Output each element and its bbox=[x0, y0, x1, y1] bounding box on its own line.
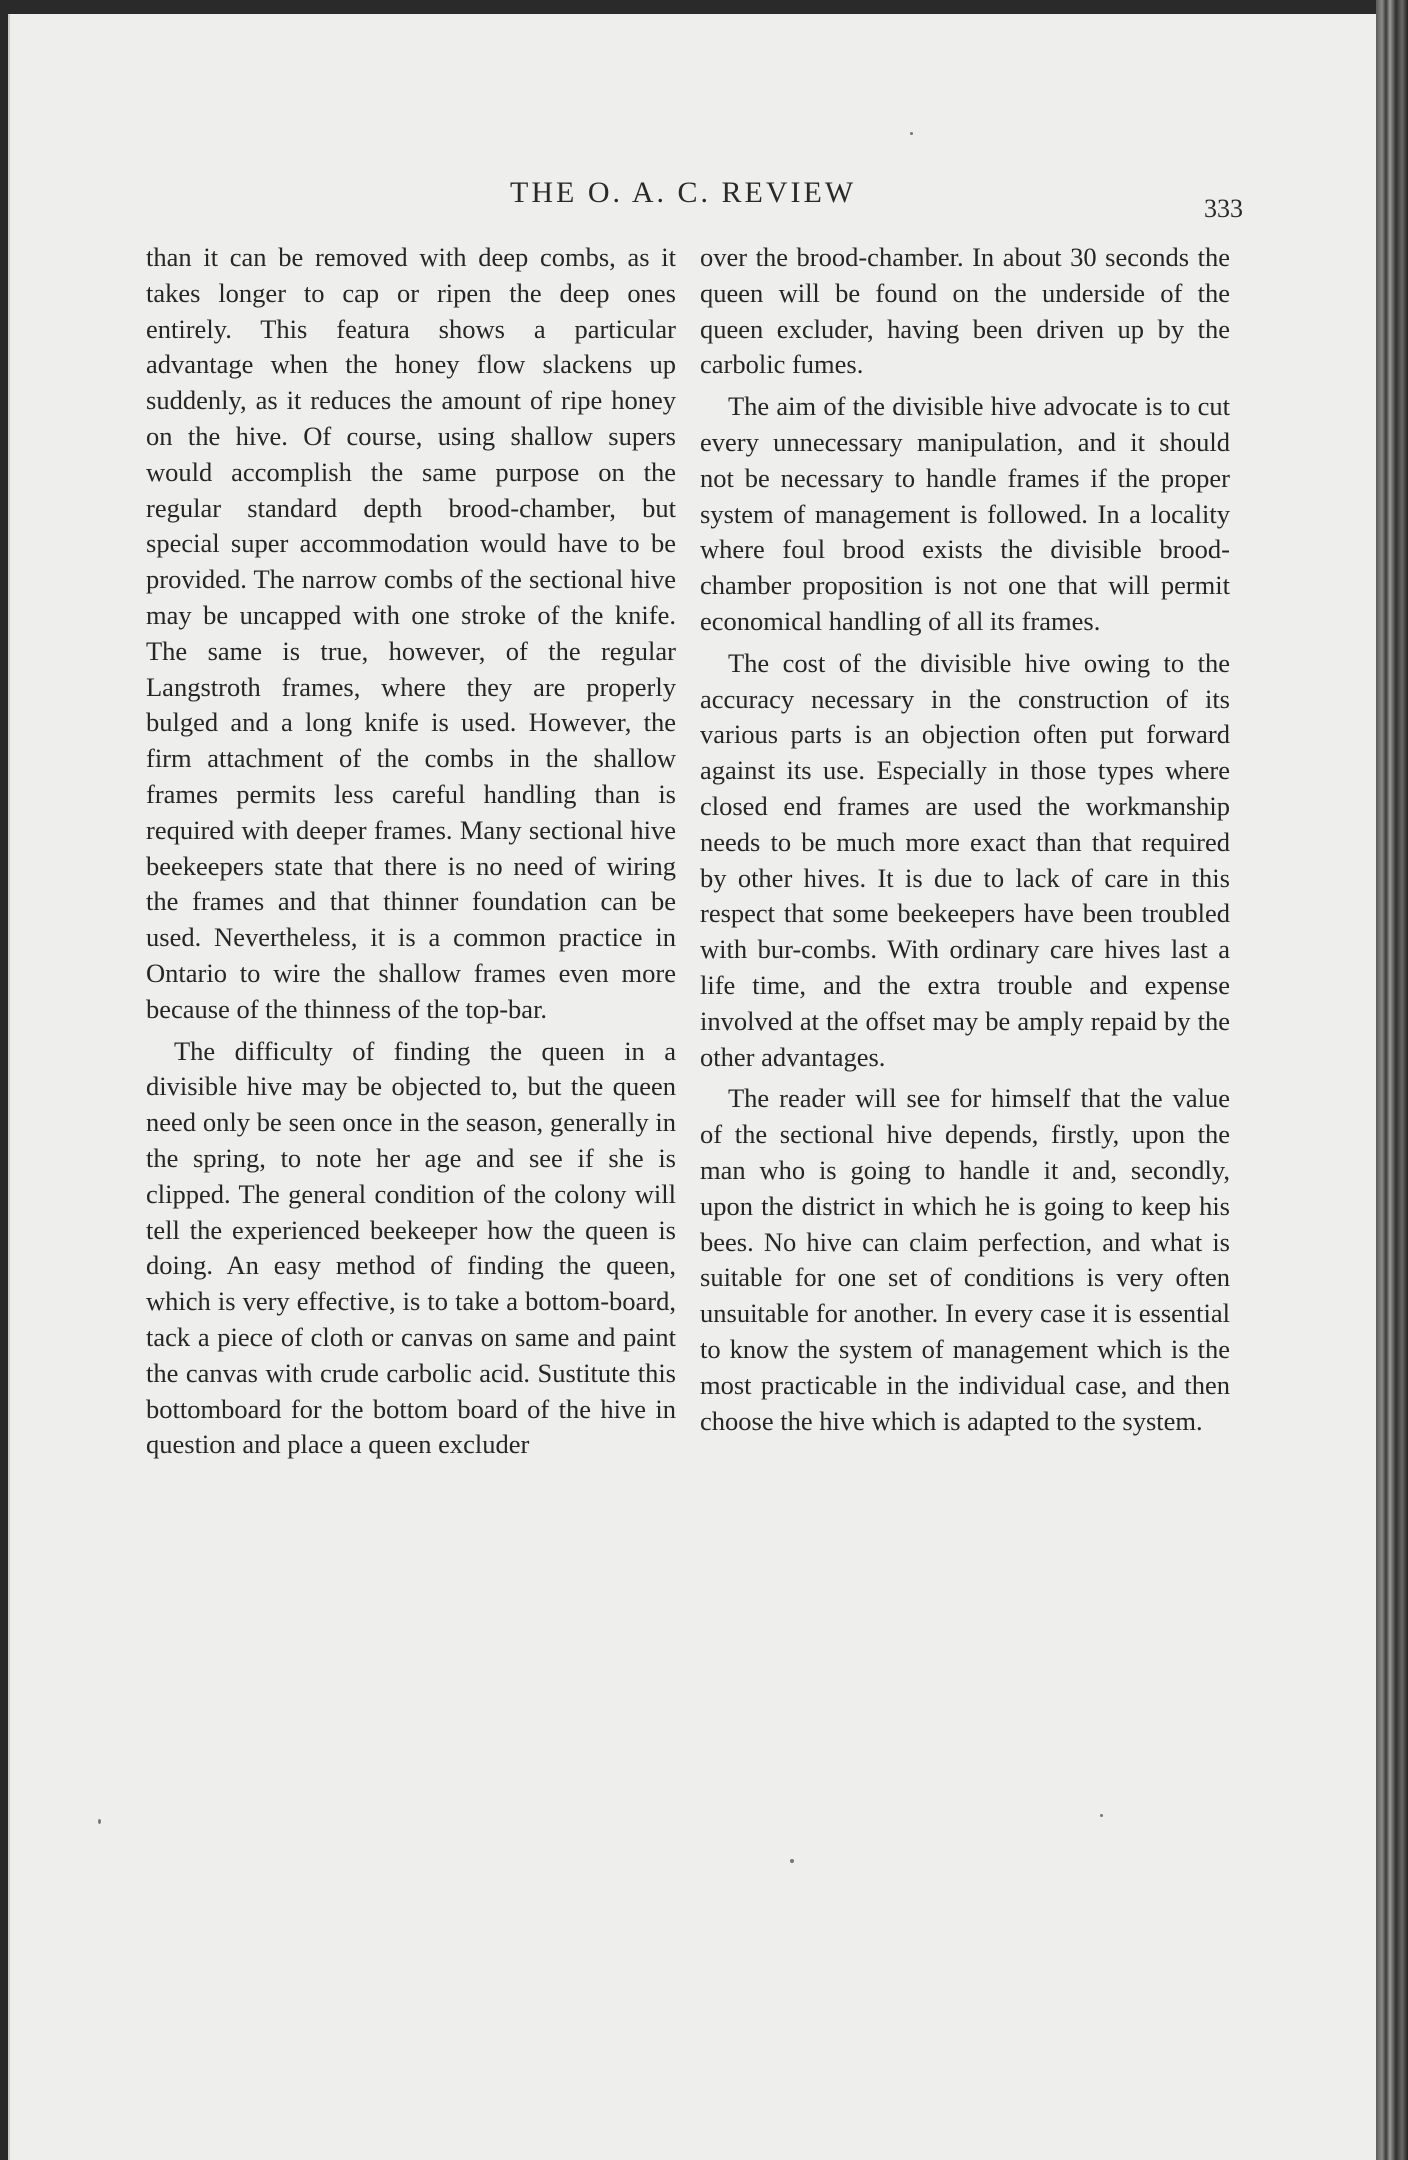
page-header bbox=[10, 176, 1378, 223]
dust-speck bbox=[790, 1859, 794, 1863]
paragraph: than it can be removed with deep combs, as it takes longer to cap or ripen the deep ones entirely. This featura shows a particular advantage when the honey flow slackens up suddenly, as it reduces the amount of ripe honey on the hive. Of course, using shallow supers would accomplish the same purpose on the regular standard depth brood-chamber, but special super accommodation would have to be provided. The narrow combs of the sectional hive may be uncapped with one stroke of the knife. The same is true, however, of the regular Langstroth frames, where they are properly bulged and a long knife is used. However, the firm attachment of the combs in the shallow frames permits less careful handling than is required with deeper frames. Many sectional hive beekeepers state that there is no need of wiring the frames and that thinner foundation can be used. Nevertheless, it is a common practice in Ontario to wire the shallow frames even more because of the thinness of the top-bar. bbox=[146, 242, 676, 1024]
dust-speck bbox=[910, 132, 913, 135]
right-column bbox=[700, 240, 1230, 1445]
book-spine-edge bbox=[1376, 0, 1408, 2160]
paragraph: The cost of the divisible hive owing to the accuracy necessary in the construction of its various parts is an objection often put forward against its use. Especially in those types where closed end frames are used the workmanship needs to be much more exact than that required by other hives. It is due to lack of care in this respect that some beekeepers have been troubled with bur-combs. With ordinary care hives last a life time, and the extra trouble and expense involved at the offset may be amply repaid by the other advantages. bbox=[700, 647, 1230, 1072]
left-column bbox=[146, 240, 676, 1469]
running-head: THE O. A. C. REVIEW bbox=[510, 176, 857, 209]
dust-speck bbox=[1100, 1814, 1103, 1817]
paragraph: The difficulty of finding the queen in a divisible hive may be objected to, but the queen need only be seen once in the season, generally in the spring, to note her age and see if she is clipped. The general condition of the colony will tell the experienced beekeeper how the queen is doing. An easy method of finding the queen, which is very effective, is to take a bottom-board, tack a piece of cloth or canvas on same and paint the canvas with crude carbolic acid. Sustitute this bottomboard for the bottom board of the hive in question and place a queen excluder bbox=[146, 1035, 676, 1460]
dust-speck bbox=[98, 1819, 101, 1824]
paragraph: over the brood-chamber. In about 30 seconds the queen will be found on the underside of the queen excluder, having been driven up by the carbolic fumes. bbox=[700, 242, 1230, 380]
paragraph: The aim of the divisible hive advocate is to cut every unnecessary manipulation, and it should not be necessary to handle frames if the proper system of management is followed. In a locality where foul brood exists the divisible brood-chamber proposition is not one that will permit economical handling of all its frames. bbox=[700, 391, 1230, 636]
book-page bbox=[8, 14, 1378, 2160]
paragraph: The reader will see for himself that the value of the sectional hive depends, firstly, upon the man who is going to handle it and, secondly, upon the district in which he is going to keep his bees. No hive can claim perfection, and what is suitable for one set of conditions is very often unsuitable for another. In every case it is essential to know the system of management which is the most practicable in the individual case, and then choose the hive which is adapted to the system. bbox=[700, 1083, 1230, 1436]
page-number: 333 bbox=[1204, 194, 1243, 223]
